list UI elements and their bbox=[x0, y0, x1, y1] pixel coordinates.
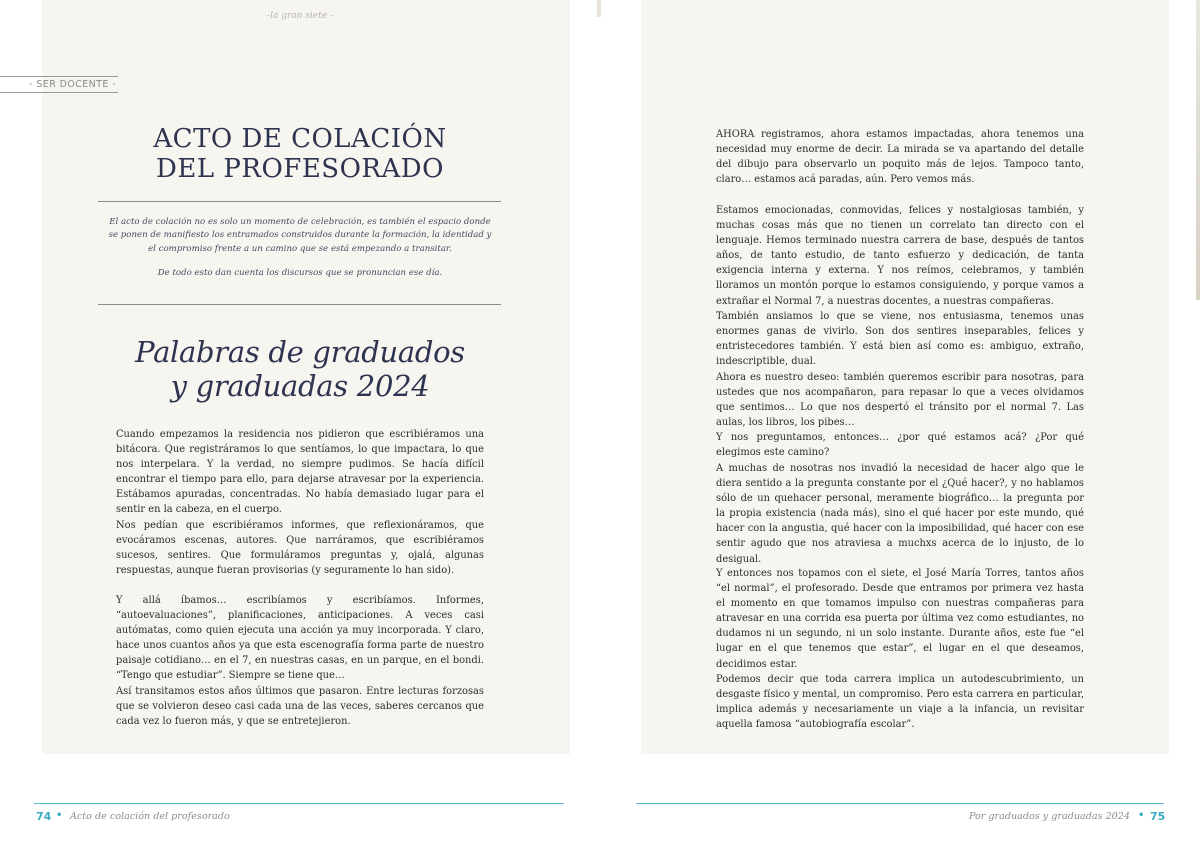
footer-section-title: Acto de colación del profesorado bbox=[70, 811, 230, 822]
right-paragraph-2: Estamos emocionadas, conmovidas, felices y nostalgiosas también, y muchas cosas más que no tienen un correlato tan directo con el lenguaje. Hemos terminado nuestra carrera de base, después de tantos años, de tanto estudio, de tanto esfuerzo y dedicación, de tanta exigencia interna y externa. Y nos reímos, celebramos, y también lloramos un montón porque lo estamos consiguiendo, y porque vamos a extrañar el Normal 7, a nuestras docentes, a nuestras compañeras. bbox=[716, 205, 1084, 307]
article-title-line-1: ACTO DE COLACIÓN bbox=[153, 124, 447, 154]
page-number-left: 74 bbox=[36, 810, 52, 823]
divider-top bbox=[98, 201, 501, 202]
bullet-separator-left: • bbox=[56, 810, 63, 821]
intro-text-secondary: De todo esto dan cuenta los discursos que se pronuncian ese día. bbox=[157, 268, 443, 278]
speech-title-line-2: y graduadas 2024 bbox=[170, 369, 430, 403]
article-title-line-2: DEL PROFESORADO bbox=[156, 154, 444, 184]
left-paragraph-4: Así transitamos estos años últimos que pasaron. Entre lecturas forzosas que se volvieron deseo casi cada una de las veces, saberes cercanos que cada vez lo fueron más, y que se entretejieron. bbox=[116, 686, 484, 728]
footer-rule-left bbox=[34, 803, 564, 804]
page-edge-marker bbox=[1196, 0, 1200, 300]
speech-title-line-1: Palabras de graduados bbox=[135, 335, 465, 369]
right-paragraph-7: Y entonces nos topamos con el siete, el José María Torres, tantos años “el normal”, el profesorado. Desde que entramos por primera vez hasta el momento en que tomamos impulso con nuestras compañeras para atravesar en una corrida esa puerta por última vez como estudiantes, no dudamos ni un segundo, ni un solo instante. Durante años, este fue “el lugar en el que tenemos que estar”, el lugar en el que deseamos, decidimos estar. bbox=[716, 568, 1084, 670]
right-paragraph-8: Podemos decir que toda carrera implica un autodescubrimiento, un desgaste físico y mental, un compromiso. Pero esta carrera en particular, implica además y necesariamente un viaje a la infancia, un revisitar aquella famosa “autobiografía escolar”. bbox=[716, 674, 1084, 731]
right-paragraph-1: AHORA registramos, ahora estamos impactadas, ahora tenemos una necesidad muy enorme de decir. La mirada se va apartando del detalle del dibujo para observarlo un poquito más de lejos. Tampoco tanto, claro… estamos acá paradas, aún. Pero vemos más. bbox=[716, 129, 1084, 186]
left-paragraph-1: Cuando empezamos la residencia nos pidieron que escribiéramos una bitácora. Que registráramos lo que sentíamos, lo que impactara, lo que nos interpelara. Y la verdad, no siempre pudimos. Se hacía difícil encontrar el tiempo para ello, para dejarse atravesar por la experiencia. Estábamos apuradas, concentradas. No había demasiado lugar para el sentir en la cabeza, en el cuerpo. bbox=[116, 429, 484, 516]
section-label: - SER DOCENTE - bbox=[0, 76, 118, 93]
intro-text: El acto de colación no es solo un momento de celebración, es también el espacio donde se ponen de manifiesto los entramados construidos durante la formación, la identidad y el compromiso frente a un camino que se está empezando a transitar. bbox=[108, 217, 492, 254]
speech-title bbox=[80, 335, 520, 403]
divider-bottom bbox=[98, 304, 501, 305]
article-title bbox=[100, 124, 500, 184]
footer-article-title: Por graduados y graduadas 2024 bbox=[968, 811, 1130, 822]
right-paragraph-5: Y nos preguntamos, entonces… ¿por qué estamos acá? ¿Por qué elegimos este camino? bbox=[716, 432, 1084, 459]
left-paragraph-3: Y allá íbamos… escribíamos y escribíamos. Informes, “autoevaluaciones”, planificaciones, anticipaciones. A veces casi autómatas, como quien ejecuta una acción ya muy incorporada. Y claro, hace unos cuantos años ya que esta escenografía forma parte de nuestro paisaje cotidiano… en el 7, en nuestras casas, en un parque, en el bondi. “Tengo que estudiar”. Siempre se tiene que… bbox=[116, 595, 484, 682]
right-paragraph-6: A muchas de nosotras nos invadió la necesidad de hacer algo que le diera sentido a la pregunta constante por el ¿Qué hacer?, y no hablamos sólo de un quehacer personal, meramente biográfico… la pregunta por la propia existencia (nada más), sino el qué hacer por este mundo, qué hacer con la angustia, qué hacer con la imposibilidad, qué hacer con ese sentir agudo que nos atraviesa a muchxs acerca de lo injusto, de lo desigual. bbox=[716, 463, 1084, 565]
right-paragraph-4: Ahora es nuestro deseo: también queremos escribir para nosotras, para ustedes que nos acompañaron, para repasar lo que a veces olvidamos que sentimos… Lo que nos despertó el tránsito por el normal 7. Las aulas, los libros, los pibes… bbox=[716, 372, 1084, 429]
left-paragraph-2: Nos pedían que escribiéramos informes, que reflexionáramos, que evocáramos escenas, autores. Que narráramos, que escribiéramos sucesos, sentires. Que formuláramos preguntas y, ojalá, algunas respuestas, aunque fueran provisorias (y seguramente lo han sido). bbox=[116, 520, 484, 577]
page-number-right: 75 bbox=[1150, 810, 1166, 823]
footer-rule-right bbox=[636, 803, 1164, 804]
right-paragraph-3: También ansiamos lo que se viene, nos entusiasma, tenemos unas enormes ganas de vivirlo. Son dos sentires inseparables, felices y entristecedores también. Y está bien así como es: ambiguo, extraño, indescriptible, dual. bbox=[716, 311, 1084, 368]
bullet-separator-right: • bbox=[1138, 810, 1145, 821]
running-head: -la gran siete - bbox=[267, 11, 333, 21]
